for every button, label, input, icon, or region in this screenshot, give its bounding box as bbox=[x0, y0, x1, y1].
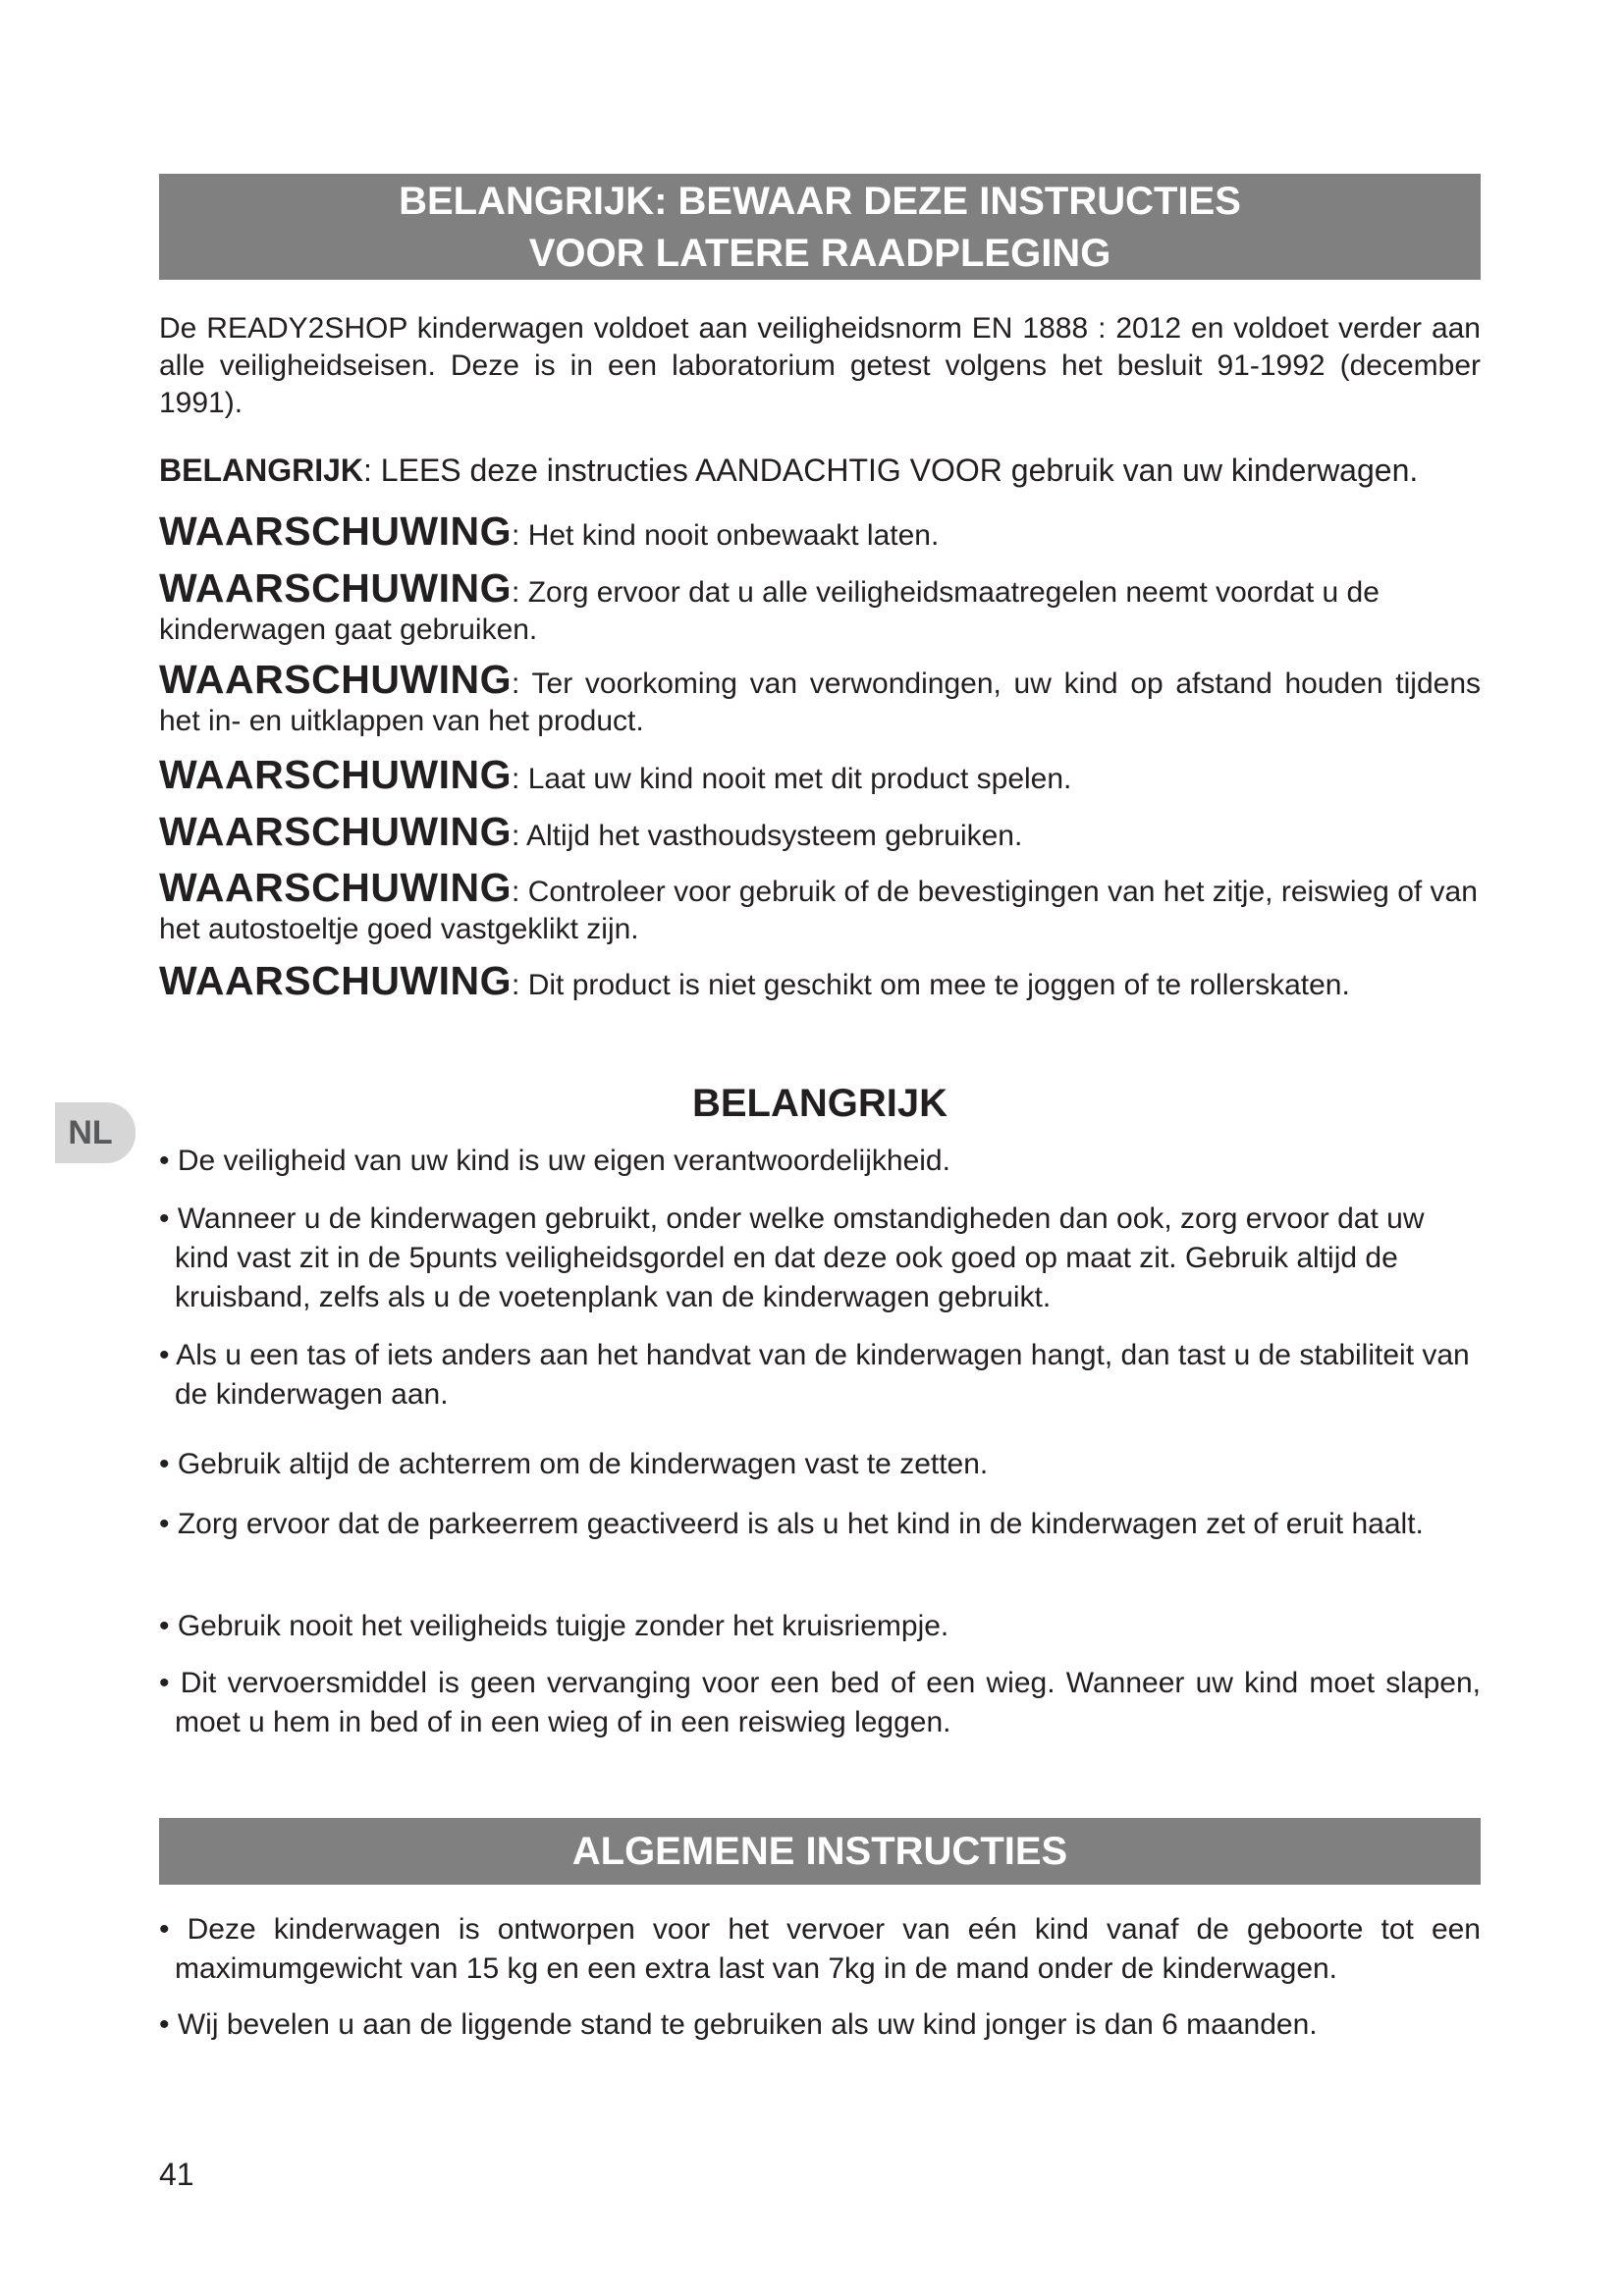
warning-text: : Controleer voor gebruik of de bevestigingen van het zitje, reiswieg of van het autostoeltje goed vastgeklikt zijn. bbox=[159, 876, 1478, 945]
list-item: • Wanneer u de kinderwagen gebruikt, onder welke omstandigheden dan ook, zorg ervoor dat uw kind vast zit in de 5punts veiligheidsgordel en dat deze ook goed op maat zit. Gebruik altijd de kruisband, zelfs als u de voetenplank van de kinderwagen gebruikt. bbox=[159, 1202, 1425, 1313]
list-item: • Deze kinderwagen is ontworpen voor het vervoer van eén kind vanaf de geboorte tot een maximumgewicht van 15 kg en een extra last van 7kg in de mand onder de kinderwagen. bbox=[159, 1913, 1481, 1985]
warning-text: : Zorg ervoor dat u alle veiligheidsmaatregelen neemt voordat u de kinderwagen gaat gebruiken. bbox=[159, 576, 1380, 646]
warning-label: WAARSCHUWING bbox=[159, 958, 513, 1003]
list-item: • Dit vervoersmiddel is geen vervanging voor een bed of een wieg. Wanneer uw kind moet slapen, moet u hem in bed of in een wieg of in een reiswieg leggen. bbox=[159, 1667, 1481, 1738]
read-instructions-text: : LEES deze instructies AANDACHTIG VOOR gebruik van uw kinderwagen. bbox=[363, 453, 1419, 488]
warning-3 bbox=[159, 657, 1481, 740]
language-tab-nl: NL bbox=[55, 1102, 135, 1163]
list-item: • Zorg ervoor dat de parkeerrem geactiveerd is als u het kind in de kinderwagen zet of eruit haalt. bbox=[159, 1508, 1424, 1540]
list-item: • De veiligheid van uw kind is uw eigen verantwoordelijkheid. bbox=[159, 1145, 950, 1177]
warning-6 bbox=[159, 865, 1481, 948]
read-instructions-paragraph bbox=[159, 449, 1481, 492]
warning-text: : Altijd het vasthoudsysteem gebruiken. bbox=[512, 820, 1023, 852]
title-banner-line2: VOOR LATERE RAADPLEGING bbox=[528, 232, 1111, 275]
warning-7 bbox=[159, 958, 1481, 1004]
warning-label: WAARSCHUWING bbox=[159, 508, 513, 554]
warning-2 bbox=[159, 565, 1481, 649]
title-banner-line1: BELANGRIJK: BEWAAR DEZE INSTRUCTIES bbox=[399, 180, 1241, 223]
warning-text: : Dit product is niet geschikt om mee te joggen of te rollerskaten. bbox=[512, 969, 1350, 1001]
list-item: • Gebruik altijd de achterrem om de kinderwagen vast te zetten. bbox=[159, 1448, 989, 1480]
warning-5 bbox=[159, 809, 1481, 855]
warning-text: : Het kind nooit onbewaakt laten. bbox=[512, 519, 940, 552]
warning-label: WAARSCHUWING bbox=[159, 809, 513, 854]
warning-label: WAARSCHUWING bbox=[159, 865, 513, 910]
page-number: 41 bbox=[159, 2157, 194, 2192]
warning-4 bbox=[159, 752, 1481, 798]
warning-label: WAARSCHUWING bbox=[159, 752, 513, 797]
list-item: • Gebruik nooit het veiligheids tuigje zonder het kruisriempje. bbox=[159, 1610, 949, 1642]
warning-label: WAARSCHUWING bbox=[159, 565, 513, 611]
read-instructions-label: BELANGRIJK bbox=[159, 453, 364, 488]
warning-1 bbox=[159, 508, 1481, 555]
list-item: • Wij bevelen u aan de liggende stand te gebruiken als uw kind jonger is dan 6 maanden. bbox=[159, 2008, 1318, 2041]
belangrijk-heading: BELANGRIJK bbox=[691, 1082, 948, 1125]
warning-label: WAARSCHUWING bbox=[159, 657, 513, 702]
algemene-instructies-banner: ALGEMENE INSTRUCTIES bbox=[159, 1818, 1481, 1885]
warning-text: : Laat uw kind nooit met dit product spelen. bbox=[512, 763, 1072, 795]
list-item: • Als u een tas of iets anders aan het handvat van de kinderwagen hangt, dan tast u de stabiliteit van de kinderwagen aan. bbox=[159, 1339, 1470, 1411]
title-banner bbox=[159, 174, 1481, 280]
warning-text: : Ter voorkoming van verwondingen, uw kind op afstand houden tijdens het in- en uitklappen van het product. bbox=[159, 667, 1481, 737]
intro-paragraph: De READY2SHOP kinderwagen voldoet aan veiligheidsnorm EN 1888 : 2012 en voldoet verder aan alle veiligheidseisen. Deze is in een laboratorium getest volgens het besluit 91-1992 (december 1991). bbox=[159, 312, 1481, 419]
